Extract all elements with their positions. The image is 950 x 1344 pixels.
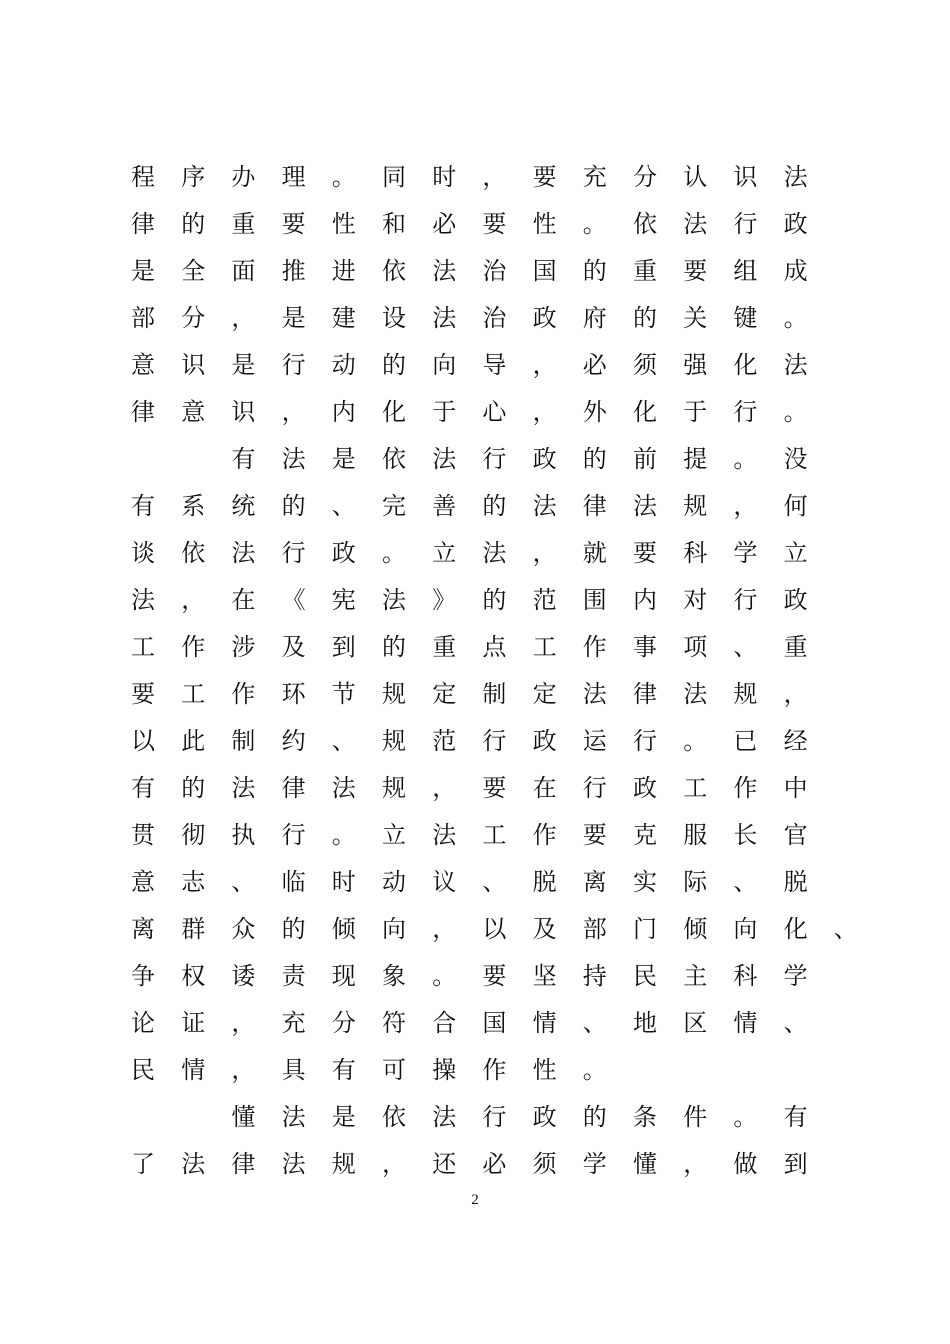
page-number: 2 — [471, 1192, 479, 1208]
text-line: 了 法 律 法 规 ， 还 必 须 学 懂 ， 做 到 — [131, 1150, 808, 1178]
text-line: 意 识 是 行 动 的 向 导 ， 必 须 强 化 法 — [131, 351, 808, 379]
text-line: 法 ， 在 《 宪 法 》 的 范 围 内 对 行 政 — [131, 586, 808, 614]
text-line: 懂 法 是 依 法 行 政 的 条 件 。 有 — [231, 1103, 808, 1131]
text-line: 论 证 ， 充 分 符 合 国 情 、 地 区 情 、 — [131, 1009, 808, 1037]
text-line: 律 的 重 要 性 和 必 要 性 。 依 法 行 政 — [131, 210, 808, 238]
text-line: 有 法 是 依 法 行 政 的 前 提 。 没 — [231, 445, 808, 473]
text-line: 律 意 识 ， 内 化 于 心 ， 外 化 于 行 。 — [131, 398, 808, 426]
text-line: 有 系 统 的 、 完 善 的 法 律 法 规 ， 何 — [131, 492, 808, 520]
text-line: 部 分 ， 是 建 设 法 治 政 府 的 关 键 。 — [131, 304, 808, 332]
text-line: 是 全 面 推 进 依 法 治 国 的 重 要 组 成 — [131, 257, 808, 285]
text-line: 贯 彻 执 行 。 立 法 工 作 要 克 服 长 官 — [131, 821, 808, 849]
text-line: 有 的 法 律 法 规 ， 要 在 行 政 工 作 中 — [131, 774, 808, 802]
text-line: 民 情 ， 具 有 可 操 作 性 。 — [131, 1056, 607, 1084]
text-line: 要 工 作 环 节 规 定 制 定 法 律 法 规 ， — [131, 680, 808, 708]
text-line: 争 权 诿 责 现 象 。 要 坚 持 民 主 科 学 — [131, 962, 808, 990]
text-line: 以 此 制 约 、 规 范 行 政 运 行 。 已 经 — [131, 727, 808, 755]
text-line: 谈 依 法 行 政 。 立 法 ， 就 要 科 学 立 — [131, 539, 808, 567]
text-line: 工 作 涉 及 到 的 重 点 工 作 事 项 、 重 — [131, 633, 808, 661]
text-line: 离 群 众 的 倾 向 ， 以 及 部 门 倾 向 化 、 — [131, 915, 858, 943]
text-line: 意 志 、 临 时 动 议 、 脱 离 实 际 、 脱 — [131, 868, 808, 896]
body-text — [118, 154, 858, 1188]
text-line: 程 序 办 理 。 同 时 ， 要 充 分 认 识 法 — [131, 163, 808, 191]
